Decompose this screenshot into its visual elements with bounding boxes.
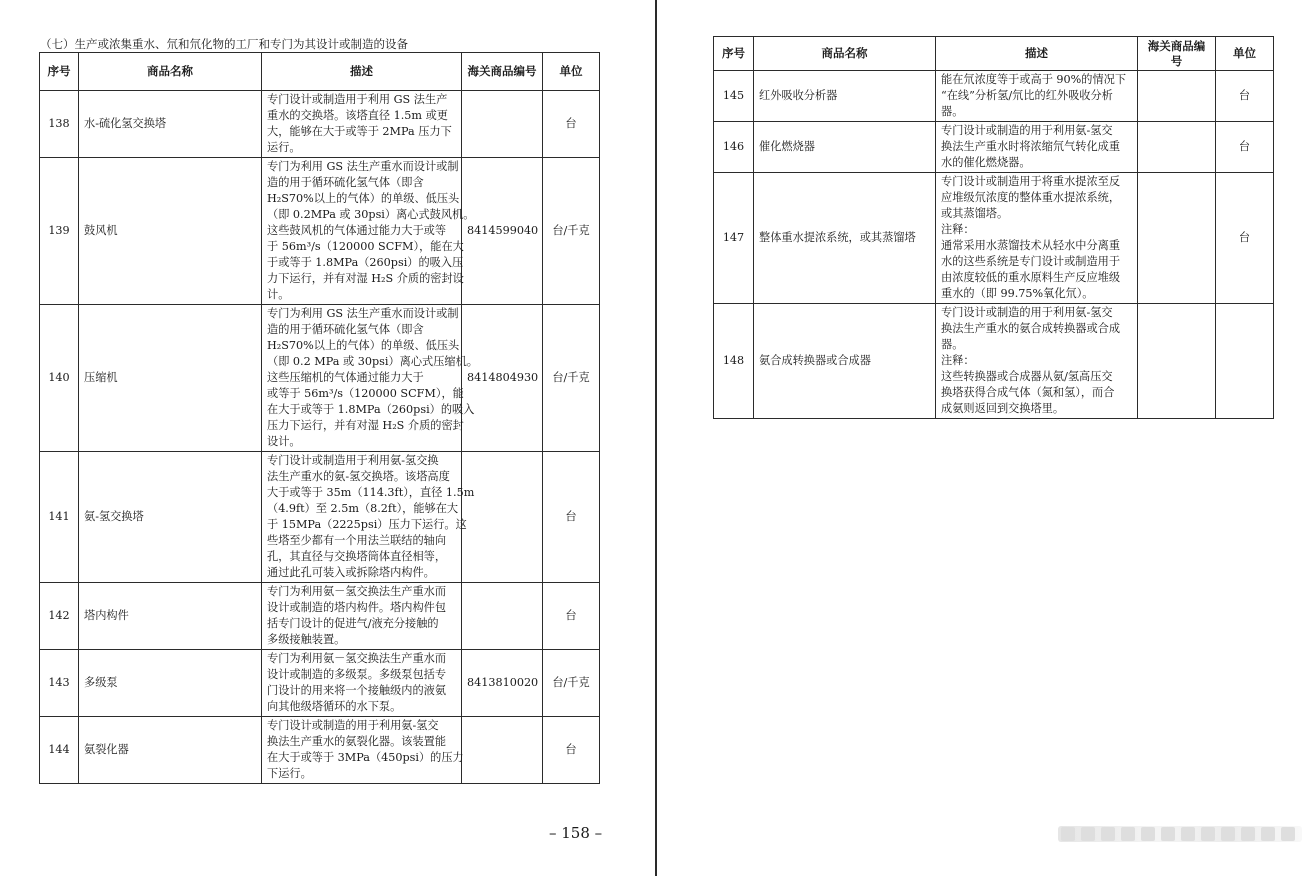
description-line: 换塔获得合成气体（氮和氢），而合: [941, 386, 1115, 399]
item-unit: 台/千克: [543, 158, 600, 305]
description-line: 水的催化燃烧器。: [941, 156, 1031, 169]
description-line: 于或等于 1.8MPa（260psi）的吸入压: [267, 256, 464, 269]
section-title: （七）生产或浓集重水、氘和氘化物的工厂和专门为其设计或制造的设备: [40, 37, 408, 51]
page-divider: [655, 0, 657, 876]
header-name: 商品名称: [754, 37, 936, 71]
table-row: [40, 305, 600, 452]
description-line: 器。: [941, 105, 964, 118]
description-line: 专门为利用 GS 法生产重水而设计或制: [267, 307, 459, 320]
item-unit: 台: [1216, 173, 1274, 304]
description-line: 专门设计或制造的用于利用氨-氢交: [941, 306, 1113, 319]
description-line: 大，能够在大于或等于 2MPa 压力下: [267, 125, 452, 138]
description-line: 这些转换器或合成器从氨/氢高压交: [941, 370, 1113, 383]
description-line: 换法生产重水的氨裂化器。该装置能: [267, 735, 447, 748]
item-name: 氨-氢交换塔: [79, 452, 262, 583]
table-header-row: [714, 37, 1274, 71]
item-customs-code: [1138, 304, 1216, 419]
description-line: 专门设计或制造用于将重水提浓至反: [941, 175, 1121, 188]
header-unit: 单位: [1216, 37, 1274, 71]
description-line: 能在氘浓度等于或高于 90%的情况下: [941, 73, 1127, 86]
description-line: 于 56m³/s（120000 SCFM），能在大: [267, 240, 464, 253]
table-row: [40, 91, 600, 158]
table-row: [40, 583, 600, 650]
header-desc: 描述: [936, 37, 1138, 71]
item-unit: 台/千克: [543, 305, 600, 452]
item-description: [936, 173, 1138, 304]
description-line: 专门设计或制造的用于利用氨-氢交: [941, 124, 1113, 137]
header-no: 序号: [714, 37, 754, 71]
item-unit: 台: [543, 452, 600, 583]
description-line: 注释：: [941, 354, 975, 367]
description-line: 设计。: [267, 435, 301, 448]
description-line: 于 15MPa（2225psi）压力下运行。这: [267, 518, 467, 531]
table-row: [40, 158, 600, 305]
item-name: 多级泵: [79, 650, 262, 717]
description-line: 换法生产重水时将浓缩氘气转化成重: [941, 140, 1121, 153]
table-row: [714, 173, 1274, 304]
item-customs-code: [462, 717, 543, 784]
item-number: 148: [714, 304, 754, 419]
description-line: 法生产重水的氨-氢交换塔。该塔高度: [267, 470, 450, 483]
item-unit: [1216, 304, 1274, 419]
item-customs-code: 8414804930: [462, 305, 543, 452]
description-line: 多级接触装置。: [267, 633, 346, 646]
item-number: 140: [40, 305, 79, 452]
description-line: 设计或制造的塔内构件。塔内构件包: [267, 601, 447, 614]
description-line: （4.9ft）至 2.5m（8.2ft），能够在大: [267, 502, 459, 515]
item-description: [936, 71, 1138, 122]
table-row: [714, 71, 1274, 122]
header-code: 海关商品编号: [1138, 37, 1216, 71]
item-unit: 台: [543, 583, 600, 650]
table-row: [714, 304, 1274, 419]
description-line: 造的用于循环硫化氢气体（即含: [267, 176, 424, 189]
description-line: 运行。: [267, 141, 301, 154]
description-line: 大于或等于 35m（114.3ft），直径 1.5m: [267, 486, 475, 499]
table-row: [40, 452, 600, 583]
description-line: 注释：: [941, 223, 975, 236]
item-unit: 台/千克: [543, 650, 600, 717]
item-number: 144: [40, 717, 79, 784]
description-line: 由浓度较低的重水原料生产反应堆级: [941, 271, 1121, 284]
description-line: 专门为利用氨－氢交换法生产重水而: [267, 652, 447, 665]
description-line: 或等于 56m³/s（120000 SCFM），能: [267, 387, 464, 400]
description-line: 专门设计或制造的用于利用氨-氢交: [267, 719, 439, 732]
item-name: 压缩机: [79, 305, 262, 452]
item-description: [262, 91, 462, 158]
item-number: 142: [40, 583, 79, 650]
description-line: 向其他级塔循环的水下泵。: [267, 700, 402, 713]
header-desc: 描述: [262, 53, 462, 91]
description-line: “在线”分析氢/氘比的红外吸收分析: [941, 89, 1113, 102]
item-unit: 台: [1216, 71, 1274, 122]
description-line: 重水的（即 99.75%氧化氘）。: [941, 287, 1094, 300]
description-line: 这些压缩机的气体通过能力大于: [267, 371, 424, 384]
item-name: 催化燃烧器: [754, 122, 936, 173]
header-no: 序号: [40, 53, 79, 91]
item-name: 氨合成转换器或合成器: [754, 304, 936, 419]
table-header-row: [40, 53, 600, 91]
description-line: 力下运行，并有对湿 H₂S 介质的密封设: [267, 272, 464, 285]
item-description: [262, 650, 462, 717]
description-line: 专门为利用氨－氢交换法生产重水而: [267, 585, 447, 598]
item-name: 整体重水提浓系统，或其蒸馏塔: [754, 173, 936, 304]
description-line: 应堆级氘浓度的整体重水提浓系统，: [941, 191, 1121, 204]
item-customs-code: [462, 583, 543, 650]
description-line: 器。: [941, 338, 964, 351]
description-line: （即 0.2MPa 或 30psi）离心式鼓风机。: [267, 208, 475, 221]
header-code: 海关商品编号: [462, 53, 543, 91]
item-customs-code: [462, 91, 543, 158]
item-customs-code: [1138, 71, 1216, 122]
description-line: H₂S70%以上的气体）的单级、低压头: [267, 192, 460, 205]
description-line: 通过此孔可装入或拆除塔内构件。: [267, 566, 435, 579]
watermark-strip: [1058, 826, 1302, 842]
item-number: 138: [40, 91, 79, 158]
description-line: 在大于或等于 3MPa（450psi）的压力: [267, 751, 464, 764]
description-line: 成氨则返回到交换塔里。: [941, 402, 1065, 415]
item-description: [936, 122, 1138, 173]
description-line: （即 0.2 MPa 或 30psi）离心式压缩机。: [267, 355, 478, 368]
item-unit: 台: [1216, 122, 1274, 173]
description-line: 设计或制造的多级泵。多级泵包括专: [267, 668, 447, 681]
item-description: [262, 452, 475, 583]
item-number: 147: [714, 173, 754, 304]
header-name: 商品名称: [79, 53, 262, 91]
item-description: [262, 717, 462, 784]
description-line: 在大于或等于 1.8MPa（260psi）的吸入: [267, 403, 475, 416]
item-description: [262, 305, 478, 452]
item-customs-code: [1138, 173, 1216, 304]
item-name: 水-硫化氢交换塔: [79, 91, 262, 158]
description-line: 专门设计或制造用于利用 GS 法生产: [267, 93, 448, 106]
item-name: 塔内构件: [79, 583, 262, 650]
equipment-table-right: [713, 36, 1274, 419]
header-unit: 单位: [543, 53, 600, 91]
item-name: 氨裂化器: [79, 717, 262, 784]
description-line: 重水的交换塔。该塔直径 1.5m 或更: [267, 109, 448, 122]
description-line: 下运行。: [267, 767, 312, 780]
item-number: 139: [40, 158, 79, 305]
description-line: H₂S70%以上的气体）的单级、低压头: [267, 339, 460, 352]
item-customs-code: [1138, 122, 1216, 173]
equipment-table-left: [39, 52, 600, 784]
description-line: 些塔至少都有一个用法兰联结的轴向: [267, 534, 447, 547]
item-description: [262, 583, 462, 650]
description-line: 造的用于循环硫化氢气体（即含: [267, 323, 424, 336]
description-line: 水的这些系统是专门设计或制造用于: [941, 255, 1121, 268]
table-row: [40, 650, 600, 717]
item-description: [936, 304, 1138, 419]
item-number: 145: [714, 71, 754, 122]
description-line: 压力下运行，并有对湿 H₂S 介质的密封: [267, 419, 464, 432]
description-line: 这些鼓风机的气体通过能力大于或等: [267, 224, 447, 237]
page-number: – 158 –: [549, 824, 603, 842]
description-line: 专门为利用 GS 法生产重水而设计或制: [267, 160, 459, 173]
description-line: 门设计的用来将一个接触级内的液氨: [267, 684, 447, 697]
item-number: 143: [40, 650, 79, 717]
description-line: 通常采用水蒸馏技术从轻水中分离重: [941, 239, 1121, 252]
item-unit: 台: [543, 91, 600, 158]
item-number: 141: [40, 452, 79, 583]
description-line: 专门设计或制造用于利用氨-氢交换: [267, 454, 439, 467]
item-customs-code: 8414599040: [462, 158, 543, 305]
description-line: 孔，其直径与交换塔筒体直径相等，: [267, 550, 447, 563]
description-line: 换法生产重水的氨合成转换器或合成: [941, 322, 1121, 335]
description-line: 或其蒸馏塔。: [941, 207, 1009, 220]
table-row: [40, 717, 600, 784]
table-row: [714, 122, 1274, 173]
description-line: 括专门设计的促进气/液充分接触的: [267, 617, 439, 630]
item-customs-code: 8413810020: [462, 650, 543, 717]
item-number: 146: [714, 122, 754, 173]
description-line: 计。: [267, 288, 290, 301]
item-name: 鼓风机: [79, 158, 262, 305]
item-customs-code: [462, 452, 543, 583]
item-name: 红外吸收分析器: [754, 71, 936, 122]
item-unit: 台: [543, 717, 600, 784]
item-description: [262, 158, 475, 305]
